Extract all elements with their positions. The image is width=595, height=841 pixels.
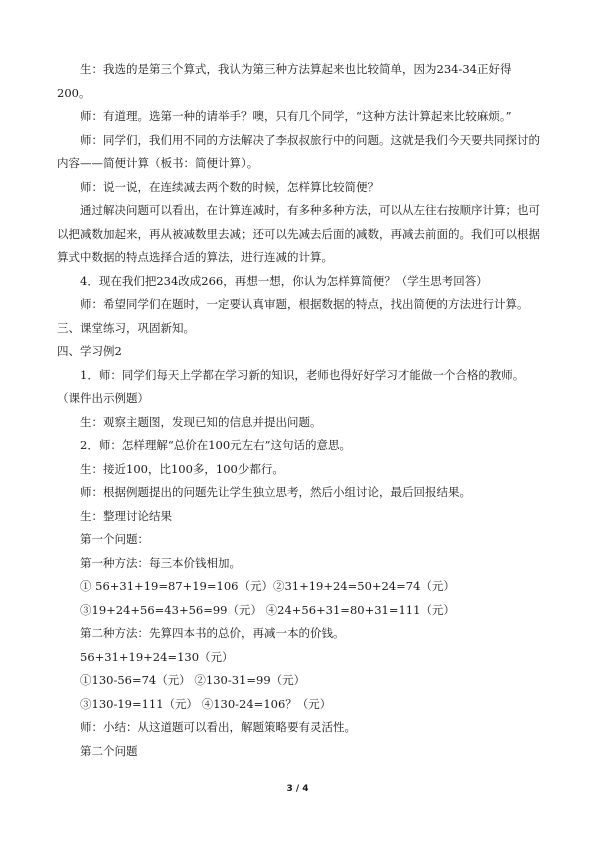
paragraph-14: 师：根据例题提出的问题先让学生独立思考，然后小组讨论，最后回报结果。 bbox=[80, 485, 471, 499]
page-body bbox=[57, 58, 540, 763]
paragraph-3: 师：同学们，我们用不同的方法解决了李叔叔旅行中的问题。这就是我们今天要共同探讨的内容——简便计算（板书：简便计算）。 bbox=[57, 132, 540, 170]
equation-line-1: ① 56+31+19=87+19=106（元）②31+19+24=50+24=74（元） bbox=[80, 579, 455, 593]
paragraph-10: 1．师：同学们每天上学都在学习新的知识，老师也得好好学习才能做一个合格的教师。（课件出示例题） bbox=[57, 367, 525, 405]
paragraph-7: 师：希望同学们在题时，一定要认真审题，根据数据的特点，找出简便的方法进行计算。 bbox=[80, 297, 529, 311]
paragraph-15: 生：整理讨论结果 bbox=[80, 508, 172, 523]
paragraph-25: 第二个问题 bbox=[80, 743, 138, 758]
paragraph-6: 4．现在我们把234改成266，再想一想，你认为怎样算简便？（学生思考回答） bbox=[80, 273, 488, 288]
equation-line-2: ③19+24+56=43+56=99（元） ④24+56+31=80+31=111（元） bbox=[80, 602, 455, 617]
paragraph-1: 生：我选的是第三个算式，我认为第三种方法算起来也比较简单，因为234-34正好得200。 bbox=[57, 62, 512, 100]
paragraph-20: 第二种方法：先算四本书的总价，再减一本的价钱。 bbox=[80, 626, 345, 640]
paragraph-5: 通过解决问题可以看出，在计算连减时，有多种多种方法，可以从左往右按顺序计算；也可以把减数加起来，再从被减数里去减；还可以先减去后面的减数，再减去前面的。我们可以根据算式中数据的特点选择合适的算法，进行连减的计算。 bbox=[57, 203, 540, 264]
section-heading-3: 三、课堂练习，巩固新知。 bbox=[57, 320, 195, 335]
paragraph-17: 第一种方法：每三本价钱相加。 bbox=[80, 555, 241, 570]
section-heading-4: 四、学习例2 bbox=[57, 344, 122, 358]
equation-line-3: 56+31+19+24=130（元） bbox=[80, 649, 234, 664]
paragraph-11: 生：观察主题图，发现已知的信息并提出问题。 bbox=[80, 414, 322, 429]
paragraph-13: 生：接近100，比100多，100少都行。 bbox=[80, 461, 284, 476]
paragraph-4: 师：说一说，在连续减去两个数的时候，怎样算比较简便？ bbox=[80, 179, 379, 194]
paragraph-2: 师：有道理。选第一种的请举手？噢，只有几个同学，“这种方法计算起来比较麻烦。” bbox=[80, 109, 512, 123]
paragraph-12: 2．师：怎样理解“总价在100元左右”这句话的意思。 bbox=[80, 438, 352, 452]
equation-line-4: ①130-56=74（元） ②130-31=99（元） bbox=[80, 673, 306, 687]
equation-line-5: ③130-19=111（元） ④130-24=106？（元） bbox=[80, 696, 332, 711]
paragraph-24: 师：小结：从这道题可以看出，解题策略要有灵活性。 bbox=[80, 720, 356, 734]
paragraph-16: 第一个问题： bbox=[80, 532, 149, 546]
page-number: 3 / 4 bbox=[286, 784, 309, 794]
